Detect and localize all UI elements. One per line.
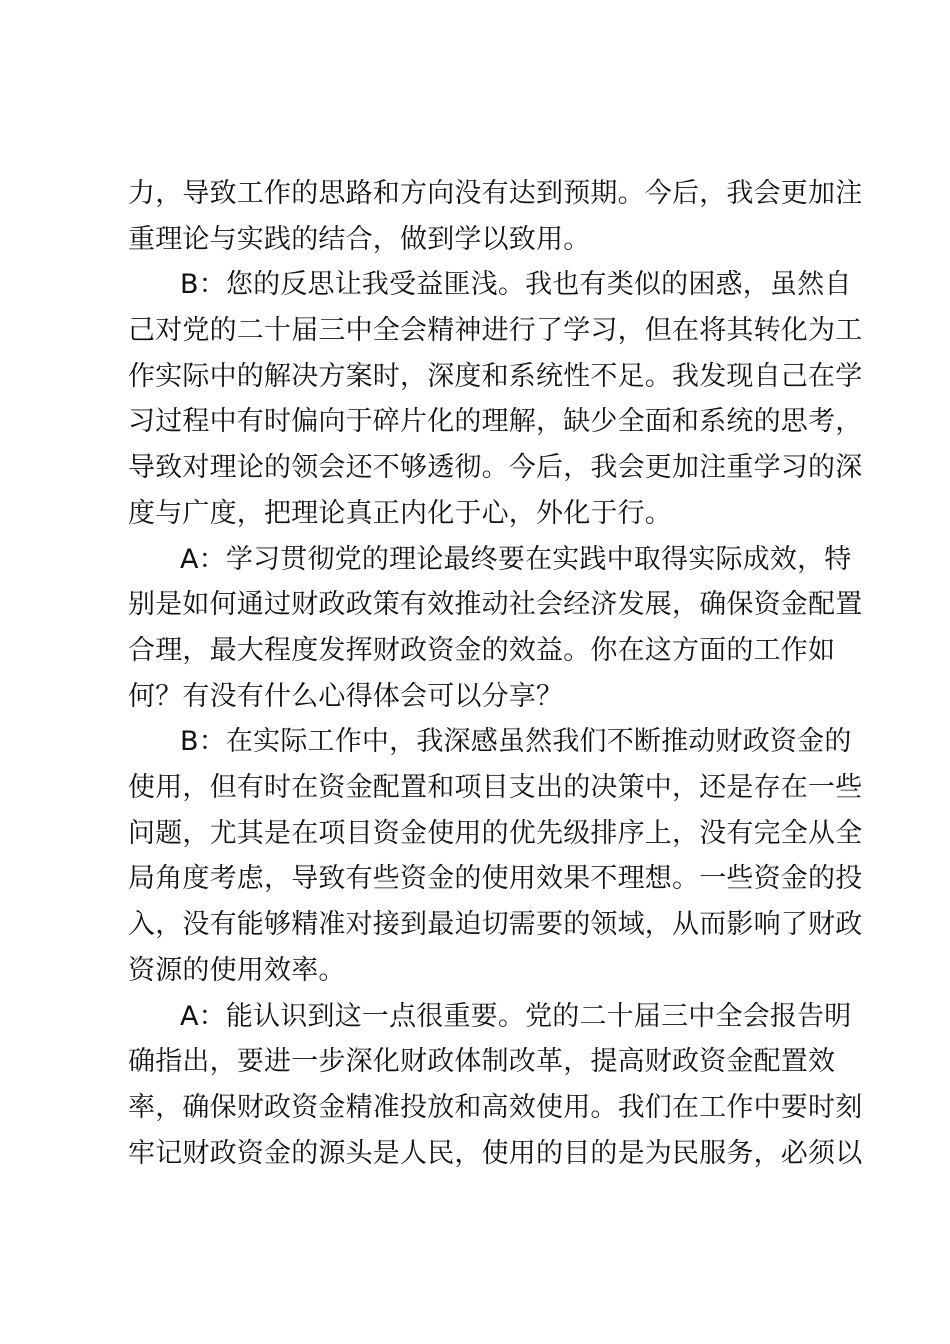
text-line: 问题，尤其是在项目资金使用的优先级排序上，没有完全从全 (128, 818, 863, 849)
paragraph-start-line: B：您的反思让我受益匪浅。我也有类似的困惑，虽然自 (180, 269, 852, 300)
text-line: 牢记财政资金的源头是人民，使用的目的是为民服务，必须以 (128, 1138, 863, 1169)
text-line: 何？有没有什么心得体会可以分享？ (128, 681, 564, 712)
text-line: 度与广度，把理论真正内化于心，外化于行。 (128, 498, 672, 529)
text-line: 使用，但有时在资金配置和项目支出的决策中，还是存在一些 (128, 772, 863, 803)
text-line: 别是如何通过财政政策有效推动社会经济发展，确保资金配置 (128, 589, 863, 620)
text-line: 作实际中的解决方案时，深度和系统性不足。我发现自己在学 (128, 361, 863, 392)
text-line: 局角度考虑，导致有些资金的使用效果不理想。一些资金的投 (128, 863, 863, 894)
text-line: 习过程中有时偏向于碎片化的理解，缺少全面和系统的思考， (128, 406, 863, 437)
paragraph-start-line: B：在实际工作中，我深感虽然我们不断推动财政资金的 (180, 726, 852, 757)
text-line: 合理，最大程度发挥财政资金的效益。你在这方面的工作如 (128, 635, 836, 666)
text-line: 导致对理论的领会还不够透彻。今后，我会更加注重学习的深 (128, 452, 863, 483)
text-line: 力，导致工作的思路和方向没有达到预期。今后，我会更加注 (128, 178, 863, 209)
text-line: 确指出，要进一步深化财政体制改革，提高财政资金配置效 (128, 1046, 836, 1077)
paragraph-start-line: A：学习贯彻党的理论最终要在实践中取得实际成效，特 (180, 544, 852, 575)
text-line: 入，没有能够精准对接到最迫切需要的领域，从而影响了财政 (128, 909, 863, 940)
paragraph-start-line: A：能认识到这一点很重要。党的二十届三中全会报告明 (180, 1001, 852, 1032)
text-line: 资源的使用效率。 (128, 955, 346, 986)
text-line: 己对党的二十届三中全会精神进行了学习，但在将其转化为工 (128, 315, 863, 346)
text-line: 率，确保财政资金精准投放和高效使用。我们在工作中要时刻 (128, 1092, 863, 1123)
text-line: 重理论与实践的结合，做到学以致用。 (128, 224, 591, 255)
